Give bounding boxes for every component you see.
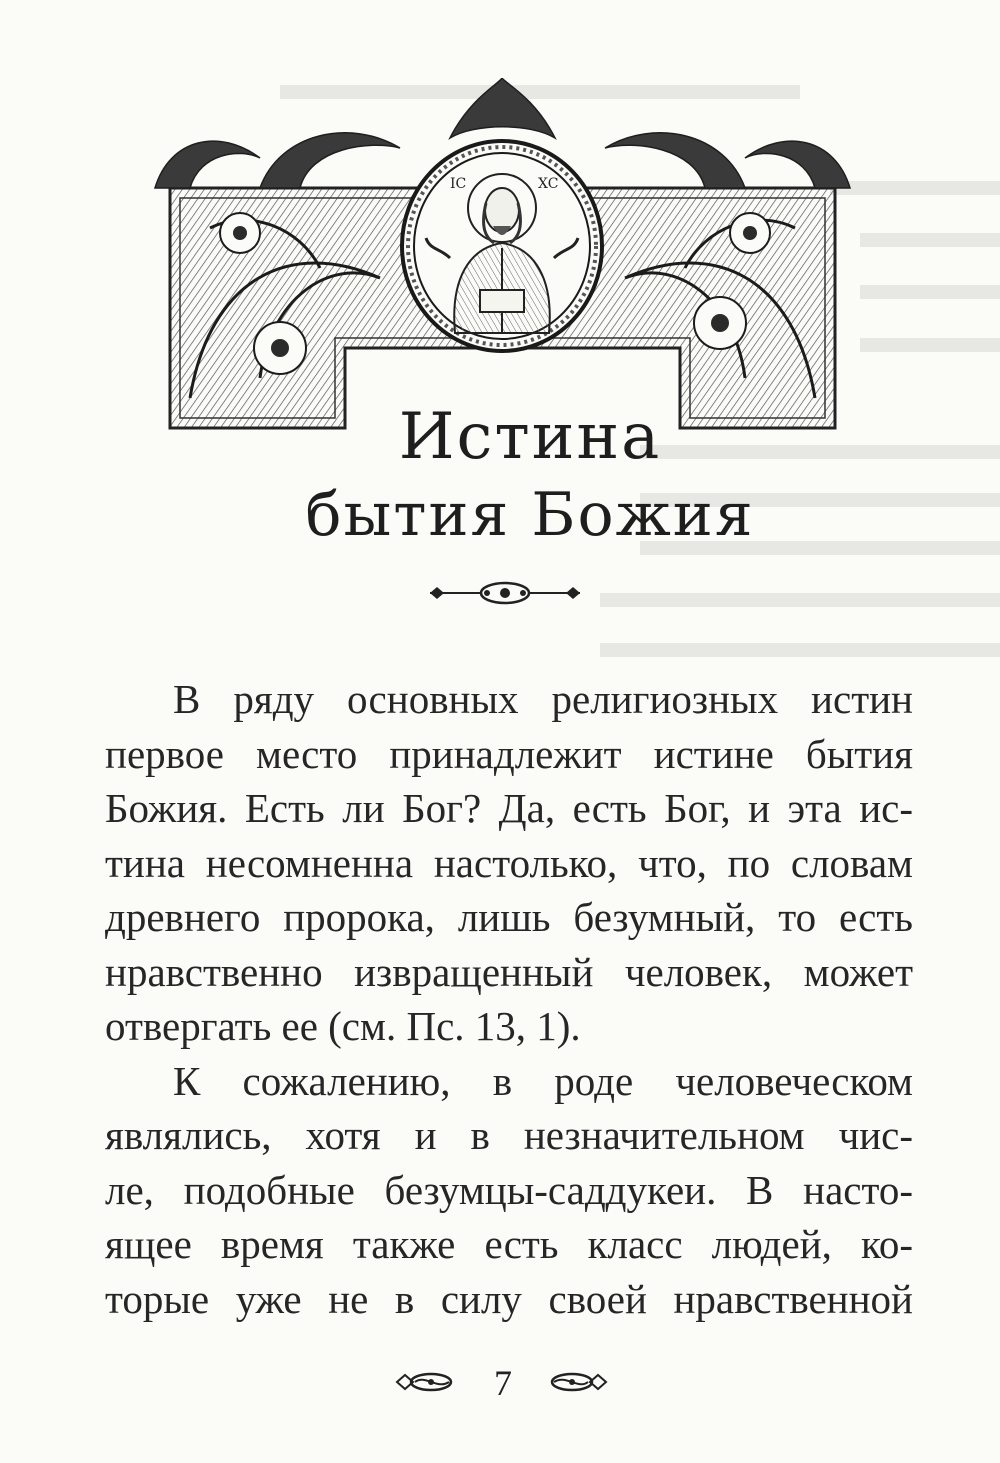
text-line: ящее время также есть класс людей, ко- — [105, 1221, 913, 1267]
monogram-left: IC — [450, 176, 467, 192]
text-line: являлись, хотя и в незначительном чис- — [105, 1112, 913, 1158]
monogram-right: XC — [538, 176, 559, 192]
footer-ornament-right — [548, 1370, 608, 1394]
paragraph-1 — [105, 672, 913, 1054]
chapter-title-line2: бытия Божия — [305, 480, 755, 550]
text-line: ле, подобные безумцы-саддукеи. В насто- — [105, 1166, 913, 1213]
text-line: нравственно извращенный человек, может — [105, 948, 913, 995]
text-line: В ряду основных религиозных истин — [173, 676, 913, 722]
headpiece-ornament — [150, 78, 855, 438]
title-divider-ornament — [425, 578, 585, 608]
text-line: торые уже не в силу своей нравственной — [105, 1275, 913, 1322]
paragraph-2 — [105, 1054, 913, 1327]
body-text — [105, 672, 913, 1326]
text-line: тина несомненна настолько, что, по словам — [105, 839, 913, 886]
text-line: древнего пророка, лишь безумный, то есть — [105, 894, 913, 940]
page-footer — [0, 1362, 1000, 1402]
page-number: 7 — [494, 1363, 512, 1403]
footer-ornament-left — [395, 1370, 455, 1394]
text-line: Божия. Есть ли Бог? Да, есть Бог, и эта ис- — [105, 785, 913, 831]
text-line: первое место принадлежит истине бытия — [105, 730, 913, 777]
text-line: К сожалению, в роде человеческом — [173, 1057, 913, 1104]
text-line: отвергать ее (см. Пс. 13, 1). — [105, 1003, 581, 1049]
chapter-title-line1: Истина — [398, 400, 662, 474]
